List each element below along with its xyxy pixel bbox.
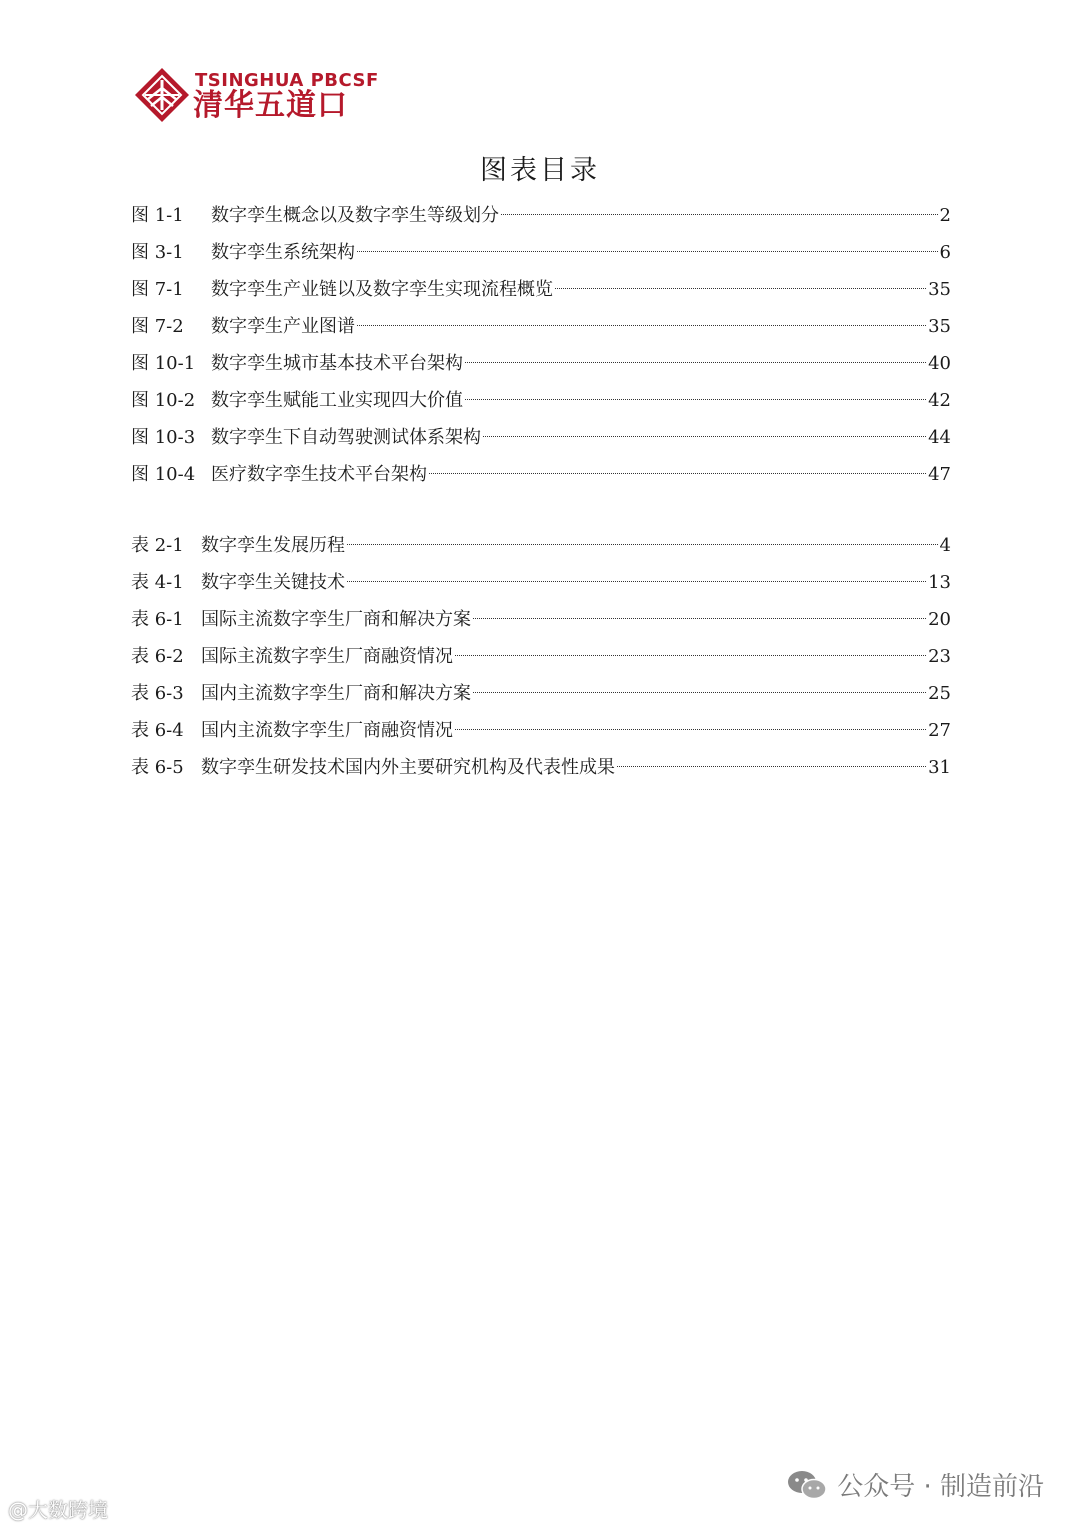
toc-row[interactable] [131, 715, 951, 752]
toc-row[interactable] [131, 237, 951, 274]
toc-label: 表 6-3 [131, 683, 184, 704]
toc-row[interactable] [131, 530, 951, 567]
dot-leader [429, 472, 926, 474]
toc-page-number: 35 [928, 279, 951, 300]
toc-title: 国内主流数字孪生厂商融资情况 [201, 720, 453, 741]
toc-label: 图 1-1 [131, 205, 184, 226]
toc-page-number: 6 [939, 242, 951, 263]
dot-leader [473, 691, 926, 693]
toc-label: 表 6-2 [131, 646, 184, 667]
toc-row[interactable] [131, 422, 951, 459]
watermark-right-text: 公众号 · 制造前沿 [837, 1472, 1044, 1502]
dot-leader [473, 617, 926, 619]
toc-row[interactable] [131, 604, 951, 641]
toc-title: 数字孪生关键技术 [201, 572, 345, 593]
toc-row[interactable] [131, 567, 951, 604]
toc-row[interactable] [131, 459, 951, 496]
toc-page-number: 20 [928, 609, 951, 630]
toc-title: 国内主流数字孪生厂商和解决方案 [201, 683, 471, 704]
toc-page-number: 27 [928, 720, 951, 741]
toc-label: 表 6-4 [131, 720, 184, 741]
toc-row[interactable] [131, 274, 951, 311]
toc-page-number: 13 [928, 572, 951, 593]
dot-leader [455, 654, 926, 656]
dot-leader [555, 287, 926, 289]
dot-leader [465, 361, 926, 363]
toc-label: 表 6-5 [131, 757, 184, 778]
toc-page-number: 25 [928, 683, 951, 704]
toc-page-number: 40 [928, 353, 951, 374]
dot-leader [357, 324, 926, 326]
toc-page-number: 44 [928, 427, 951, 448]
dot-leader [483, 435, 926, 437]
toc-title: 医疗数字孪生技术平台架构 [211, 464, 427, 485]
toc-page-number: 4 [939, 535, 951, 556]
toc-page-number: 23 [928, 646, 951, 667]
toc-title: 数字孪生产业链以及数字孪生实现流程概览 [211, 279, 553, 300]
toc-title: 数字孪生下自动驾驶测试体系架构 [211, 427, 481, 448]
toc-title: 数字孪生发展历程 [201, 535, 345, 556]
watermark-left: @大数跨境 [8, 1498, 108, 1522]
toc-page-number: 35 [928, 316, 951, 337]
toc-label: 表 2-1 [131, 535, 184, 556]
figure-list [131, 200, 951, 496]
dot-leader [357, 250, 938, 252]
toc-title: 数字孪生产业图谱 [211, 316, 355, 337]
dot-leader [465, 398, 926, 400]
toc-label: 图 7-2 [131, 316, 184, 337]
toc-title: 数字孪生研发技术国内外主要研究机构及代表性成果 [201, 757, 615, 778]
toc-page-number: 31 [928, 757, 951, 778]
toc-title: 国际主流数字孪生厂商融资情况 [201, 646, 453, 667]
toc-label: 图 10-1 [131, 353, 196, 374]
toc-title: 数字孪生概念以及数字孪生等级划分 [211, 205, 499, 226]
wechat-icon [787, 1469, 827, 1501]
toc-page-number: 42 [928, 390, 951, 411]
logo-chinese-text: 清华五道口 [193, 88, 348, 123]
toc-row[interactable] [131, 752, 951, 789]
logo [133, 66, 379, 124]
toc-row[interactable] [131, 311, 951, 348]
page-title: 图表目录 [480, 155, 600, 186]
watermark-right [787, 1466, 1044, 1503]
table-list [131, 530, 951, 789]
toc-row[interactable] [131, 348, 951, 385]
toc-row[interactable] [131, 385, 951, 422]
dot-leader [347, 543, 938, 545]
dot-leader [455, 728, 926, 730]
toc-label: 图 10-3 [131, 427, 196, 448]
toc-label: 图 7-1 [131, 279, 184, 300]
toc-title: 国际主流数字孪生厂商和解决方案 [201, 609, 471, 630]
dot-leader [501, 213, 938, 215]
toc-label: 图 3-1 [131, 242, 184, 263]
toc-title: 数字孪生赋能工业实现四大价值 [211, 390, 463, 411]
toc-label: 图 10-2 [131, 390, 196, 411]
toc-label: 图 10-4 [131, 464, 196, 485]
dot-leader [347, 580, 926, 582]
toc-page-number: 47 [928, 464, 951, 485]
tsinghua-pbcsf-logo-mark-icon [133, 66, 191, 124]
toc-row[interactable] [131, 200, 951, 237]
dot-leader [617, 765, 926, 767]
toc-title: 数字孪生系统架构 [211, 242, 355, 263]
toc-label: 表 4-1 [131, 572, 184, 593]
toc-label: 表 6-1 [131, 609, 184, 630]
toc-row[interactable] [131, 641, 951, 678]
toc-title: 数字孪生城市基本技术平台架构 [211, 353, 463, 374]
toc-page-number: 2 [939, 205, 951, 226]
logo-english-text: TSINGHUA PBCSF [195, 70, 379, 91]
toc-row[interactable] [131, 678, 951, 715]
